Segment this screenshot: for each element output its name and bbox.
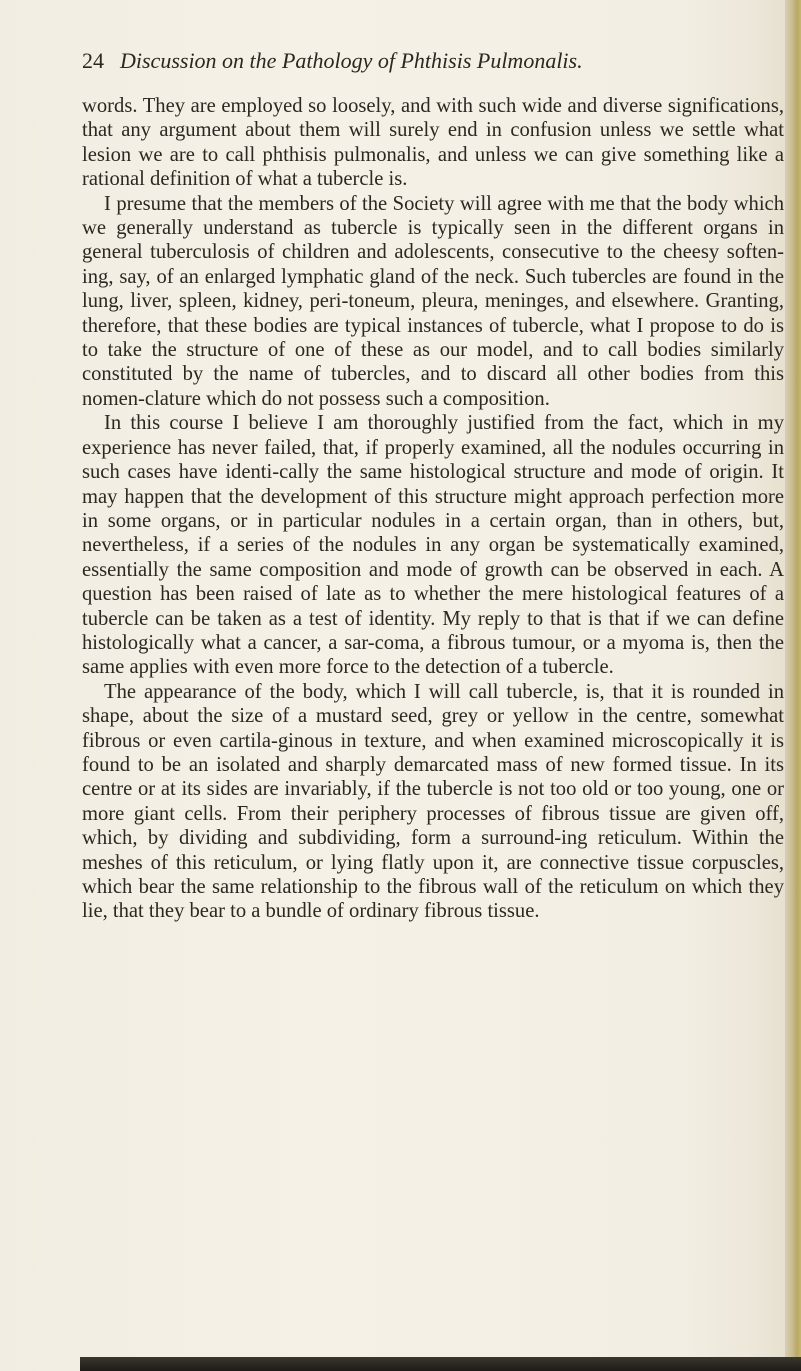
- page-gutter-shadow: [785, 0, 801, 1371]
- paragraph-4: The appearance of the body, which I will call tubercle, is, that it is rounded in shape, about the size of a mustard seed, grey or yellow in the centre, somewhat fibrous or even cartila-ginous in texture, and when examined microscopically it is found to be an isolated and sharply demarcated mass of new formed tissue. In its centre or at its sides are invariably, if the tubercle is not too old or too young, one or more giant cells. From their periphery processes of fibrous tissue are given off, which, by dividing and subdividing, form a surround-ing reticulum. Within the meshes of this reticulum, or lying flatly upon it, are connective tissue corpuscles, which bear the same relationship to the fibrous wall of the reticulum on which they lie, that they bear to a bundle of ordinary fibrous tissue.: [82, 680, 784, 923]
- paragraph-3: In this course I believe I am thoroughly justified from the fact, which in my experience has never failed, that, if properly examined, all the nodules occurring in such cases have identi-cally the same histological structure and mode of origin. It may happen that the development of this structure might approach perfection more in some organs, or in particular nodules in a certain organ, than in others, but, nevertheless, if a series of the nodules in any organ be systematically examined, essentially the same composition and mode of growth can be observed in each. A question has been raised of late as to whether the mere histological features of a tubercle can be taken as a test of identity. My reply to that is that if we can define histologically what a cancer, a sar-coma, a fibrous tumour, or a myoma is, then the same applies with even more force to the detection of a tubercle.: [82, 412, 784, 679]
- page-number: 24: [82, 48, 104, 73]
- page-bottom-edge: [80, 1357, 801, 1371]
- page-header: [82, 46, 782, 76]
- body-text: [82, 94, 784, 924]
- running-title: Discussion on the Pathology of Phthisis Pulmonalis.: [120, 48, 583, 73]
- paragraph-2: I presume that the members of the Society will agree with me that the body which we generally understand as tubercle is typically seen in the different organs in general tuberculosis of children and adolescents, consecutive to the cheesy soften-ing, say, of an enlarged lymphatic gland of the neck. Such tubercles are found in the lung, liver, spleen, kidney, peri-toneum, pleura, meninges, and elsewhere. Granting, therefore, that these bodies are typical instances of tubercle, what I propose to do is to take the structure of one of these as our model, and to call bodies similarly constituted by the name of tubercles, and to discard all other bodies from this nomen-clature which do not possess such a composition.: [82, 192, 784, 410]
- paragraph-1: words. They are employed so loosely, and with such wide and diverse significations, that any argument about them will surely end in confusion unless we settle what lesion we are to call phthisis pulmonalis, and unless we can give something like a rational definition of what a tubercle is.: [82, 95, 784, 191]
